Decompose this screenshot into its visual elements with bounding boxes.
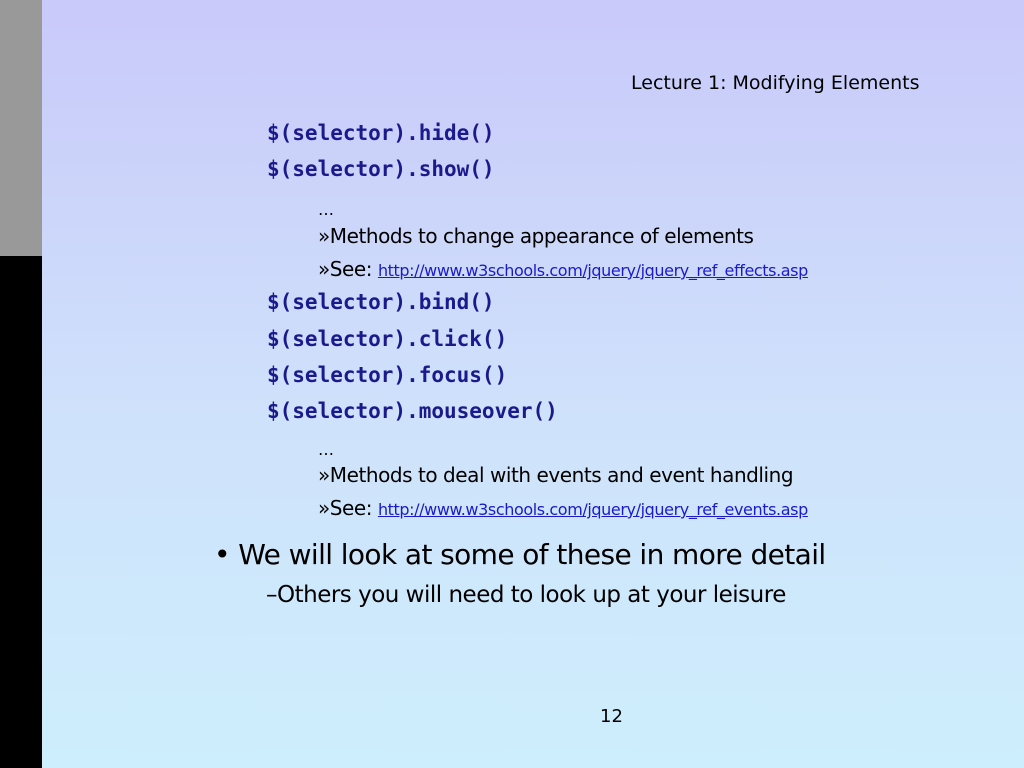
code-line-mouseover: $(selector).mouseover() [267, 399, 558, 423]
sidebar-decoration-top [0, 0, 42, 256]
effects-see-line [318, 257, 808, 281]
event-methods-description: »Methods to deal with events and event handling [318, 463, 794, 487]
events-see-line [318, 496, 808, 520]
code-line-bind: $(selector).bind() [267, 290, 495, 314]
sidebar-decoration-bottom [0, 256, 42, 768]
page-number: 12 [600, 706, 623, 727]
code-line-hide: $(selector).hide() [267, 121, 495, 145]
ellipsis-1: … [318, 200, 334, 219]
main-bullet: • We will look at some of these in more detail [214, 538, 826, 571]
code-line-click: $(selector).click() [267, 327, 508, 351]
effects-reference-link[interactable]: http://www.w3schools.com/jquery/jquery_ref_effects.asp [377, 261, 808, 280]
appearance-methods-description: »Methods to change appearance of elements [318, 224, 754, 248]
sub-bullet: –Others you will need to look up at your leisure [266, 582, 786, 608]
events-reference-link[interactable]: http://www.w3schools.com/jquery/jquery_ref_events.asp [377, 500, 808, 519]
ellipsis-2: … [318, 440, 334, 459]
code-line-focus: $(selector).focus() [267, 363, 508, 387]
see-label: »See: [318, 257, 378, 281]
slide-title: Lecture 1: Modifying Elements [631, 72, 920, 94]
code-line-show: $(selector).show() [267, 157, 495, 181]
see-label: »See: [318, 496, 378, 520]
